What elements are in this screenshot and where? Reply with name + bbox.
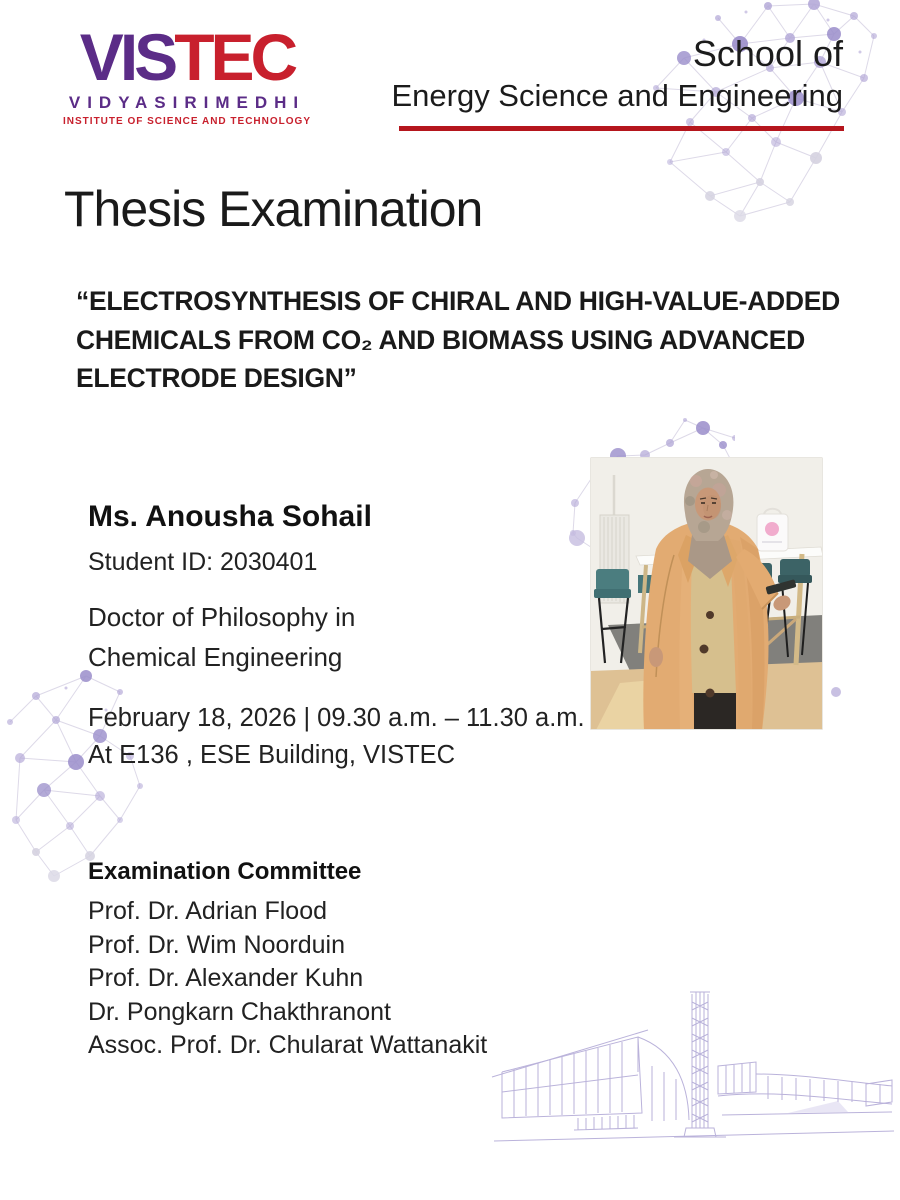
committee-heading: Examination Committee	[88, 858, 362, 885]
degree-line2: Chemical Engineering	[88, 642, 343, 672]
degree-line1: Doctor of Philosophy in	[88, 602, 356, 632]
vistec-logo-wordmark	[62, 20, 312, 94]
thesis-title-line3: ELECTRODE DESIGN”	[76, 363, 357, 393]
event-datetime: February 18, 2026 | 09.30 a.m. – 11.30 a.m.	[88, 704, 585, 732]
student-photo	[590, 457, 823, 730]
student-id: Student ID: 2030401	[88, 548, 318, 576]
school-name-text: Energy Science and Engineering	[391, 77, 843, 113]
building-sketch	[486, 980, 900, 1160]
network-dot	[828, 684, 844, 700]
committee-member: Dr. Pongkarn Chakthranont	[88, 997, 391, 1026]
vistec-logo	[62, 20, 312, 127]
event-location: At E136 , ESE Building, VISTEC	[88, 741, 456, 769]
logo-institute-text: INSTITUTE OF SCIENCE AND TECHNOLOGY	[63, 115, 311, 127]
thesis-title-line2: CHEMICALS FROM CO₂ AND BIOMASS USING ADVANCED	[76, 324, 805, 355]
page-title: Thesis Examination	[64, 181, 483, 237]
logo-tec-text: TEC	[174, 20, 295, 94]
thesis-title	[76, 282, 840, 398]
committee-member: Prof. Dr. Adrian Flood	[88, 897, 328, 925]
logo-vidyasirimedhi-text: VIDYASIRIMEDHI	[68, 92, 306, 112]
student-name: Ms. Anousha Sohail	[88, 500, 372, 533]
thesis-title-line1: “ELECTROSYNTHESIS OF CHIRAL AND HIGH-VALUE-ADDED	[76, 286, 840, 316]
degree	[88, 597, 355, 677]
school-header	[391, 34, 843, 114]
committee-member: Prof. Dr. Wim Noorduin	[88, 930, 346, 959]
examination-committee	[88, 858, 487, 1063]
committee-member: Assoc. Prof. Dr. Chularat Wattanakit	[88, 1031, 488, 1059]
header-red-rule	[399, 126, 844, 131]
school-of-text: School of	[692, 33, 843, 74]
event-details	[88, 700, 585, 774]
logo-vis-text: VIS	[79, 20, 175, 94]
committee-member: Prof. Dr. Alexander Kuhn	[88, 964, 364, 992]
